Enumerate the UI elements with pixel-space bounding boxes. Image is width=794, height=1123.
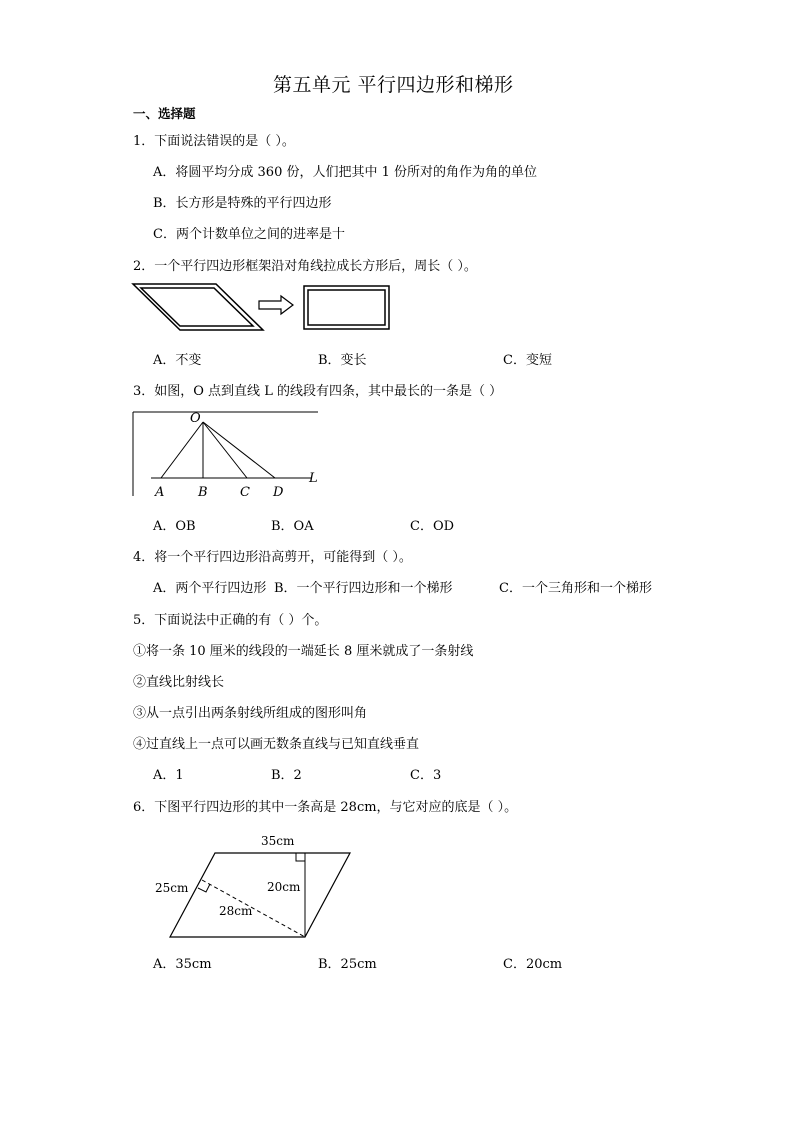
segment-oa <box>161 422 203 478</box>
label-d: D <box>273 485 284 500</box>
rectangle-frame-inner <box>308 290 385 325</box>
question-2-option-b: B．变长 <box>318 353 367 368</box>
segment-od <box>203 422 275 478</box>
question-6-option-c: C．20cm <box>503 957 563 972</box>
label-o: O <box>190 411 201 426</box>
rectangle-frame-outer <box>304 286 389 329</box>
question-2-option-c: C．变短 <box>503 353 552 368</box>
parallelogram-frame-inner <box>141 288 253 326</box>
question-1-option-b: B．长方形是特殊的平行四边形 <box>153 196 332 211</box>
label-a: A <box>155 485 165 500</box>
parallelogram <box>170 853 350 937</box>
question-1-option-c: C．两个计数单位之间的进率是十 <box>153 227 345 242</box>
label-25cm: 25cm <box>155 881 189 895</box>
question-6-figure <box>150 830 370 945</box>
question-5-option-a: A．1 <box>153 768 184 783</box>
question-1-option-a: A．将圆平均分成 360 份，人们把其中 1 份所对的角作为角的单位 <box>153 165 538 180</box>
label-l: L <box>309 471 318 486</box>
parallelogram-frame-outer <box>133 284 263 330</box>
question-3-option-c: C．OD <box>410 519 455 534</box>
right-angle-mark-left <box>198 884 210 892</box>
page-title: 第五单元 平行四边形和梯形 <box>273 74 514 96</box>
question-2-option-a: A．不变 <box>153 353 202 368</box>
right-angle-mark-top <box>296 853 305 861</box>
label-b: B <box>198 485 208 500</box>
question-1-stem: 1．下面说法错误的是（ ）。 <box>133 134 295 149</box>
question-5-option-c: C．3 <box>410 768 442 783</box>
question-5-statement-2: ②直线比射线长 <box>133 675 225 690</box>
section-heading: 一、选择题 <box>133 106 196 121</box>
question-4-option-b: B．一个平行四边形和一个梯形 <box>274 581 453 596</box>
question-5-option-b: B．2 <box>271 768 302 783</box>
question-4-stem: 4．将一个平行四边形沿高剪开，可能得到（ ）。 <box>133 550 412 565</box>
label-c: C <box>240 485 250 500</box>
question-6-option-b: B．25cm <box>318 957 377 972</box>
label-20cm: 20cm <box>267 880 301 894</box>
question-2-figure <box>133 284 393 334</box>
question-4-option-a: A．两个平行四边形 <box>153 581 267 596</box>
arrow-right-icon <box>259 296 293 314</box>
label-28cm: 28cm <box>219 904 253 918</box>
question-5-statement-3: ③从一点引出两条射线所组成的图形叫角 <box>133 706 368 721</box>
question-3-figure <box>133 408 333 503</box>
question-3-option-a: A．OB <box>153 519 196 534</box>
label-35cm: 35cm <box>261 834 295 848</box>
question-5-statement-1: ①将一条 10 厘米的线段的一端延长 8 厘米就成了一条射线 <box>133 644 474 659</box>
question-6-option-a: A．35cm <box>153 957 212 972</box>
question-6-stem: 6．下图平行四边形的其中一条高是 28cm，与它对应的底是（ ）。 <box>133 800 518 815</box>
question-2-stem: 2．一个平行四边形框架沿对角线拉成长方形后，周长（ ）。 <box>133 259 477 274</box>
question-3-option-b: B．OA <box>271 519 314 534</box>
question-4-option-c: C．一个三角形和一个梯形 <box>499 581 652 596</box>
question-5-stem: 5．下面说法中正确的有（ ）个。 <box>133 613 328 628</box>
question-3-stem: 3．如图，O 点到直线 L 的线段有四条，其中最长的一条是（ ） <box>133 384 503 399</box>
segment-oc <box>203 422 247 478</box>
question-5-statement-4: ④过直线上一点可以画无数条直线与已知直线垂直 <box>133 737 420 752</box>
